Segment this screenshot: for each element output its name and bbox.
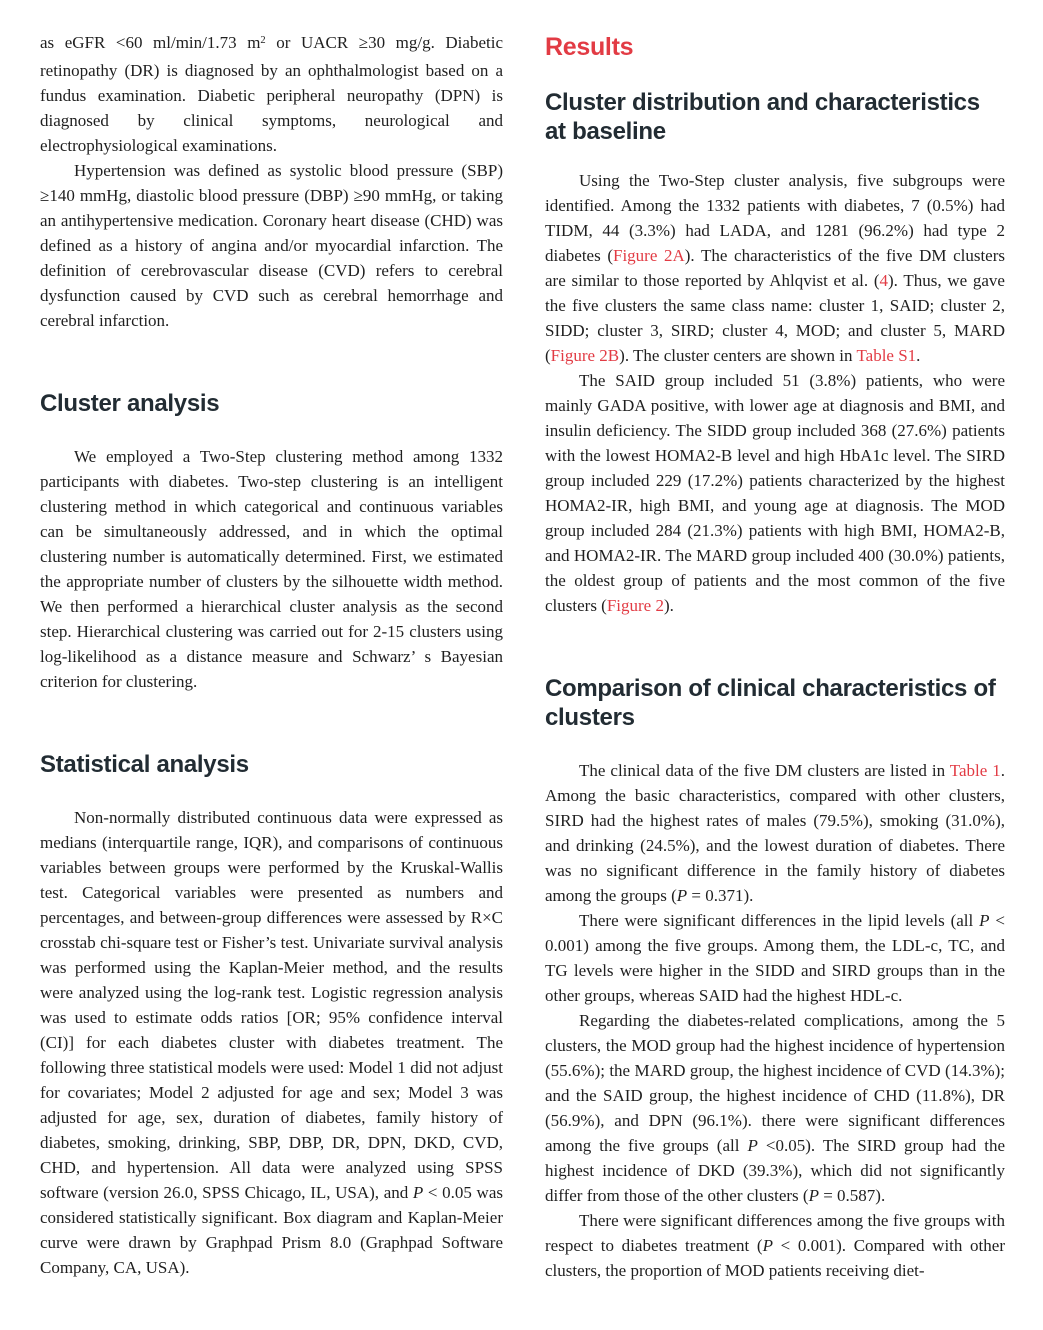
paragraph-cluster-analysis	[40, 444, 503, 694]
text-run: There were significant differences among the five groups with respect to diabetes treatment (	[545, 1211, 1005, 1255]
text-run: ). The characteristics of the five DM clusters are similar to those reported by Ahlqvist et al. (	[545, 246, 1006, 290]
text-run: We employed a Two-Step clustering method among 1332 participants with diabetes. Two-step clustering is an intelligent clustering method in which categorical and continuous variables can be simultaneously addressed, and in which the optimal clustering number is automatically determined. First, we estimated the appropriate number of clusters by the silhouette width method. We then performed a hierarchical cluster analysis as the second step. Hierarchical clustering was carried out for 2-15 clusters using log-likelihood as a distance measure and Schwarz’ s Bayesian criterion for clustering.	[40, 447, 503, 691]
reference-link[interactable]: Figure 2A	[612, 246, 685, 265]
paragraph-dkd-definitions-continued	[40, 30, 503, 158]
text-run: ). Thus, we gave the five clusters the same class name: cluster 1, SAID; cluster 2, SIDD; cluster 3, SIRD; cluster 4, MOD; and cluster 5, MARD (	[545, 271, 1005, 365]
text-run: P	[747, 1136, 758, 1155]
reference-link[interactable]: 4	[879, 271, 888, 290]
heading-cluster-analysis: Cluster analysis	[40, 390, 220, 417]
heading-comparison-clusters: Comparison of clinical characteristics of clusters	[545, 675, 996, 731]
text-run: or UACR ≥30 mg/g. Diabetic retinopathy (DR) is diagnosed by an ophthalmologist based on a fundus examination. Diabetic peripheral neuropathy (DPN) is diagnosed by clinical symptoms, neurological and electrophysiological examinations.	[40, 33, 503, 155]
paragraph-clinical-data	[545, 758, 1005, 908]
text-run: Non-normally distributed continuous data were expressed as medians (interquartile range, IQR), and comparisons of continuous variables between groups were performed by the Kruskal-Wallis test. Categorical variables were presented as numbers and percentages, and between-group differences were assessed by R×C crosstab chi-square test or Fisher’s test. Univariate survival analysis was performed using the Kaplan-Meier method, and the results were analyzed using the log-rank test. Logistic regression analysis was used to estimate odds ratios [OR; 95% confidence interval (CI)] for each diabetes cluster with diabetes treatment. The following three statistical models were used: Model 1 did not adjust for covariates; Model 2 adjusted for age and sex; Model 3 was adjusted for age, sex, duration of diabetes, family history of diabetes, smoking, drinking, SBP, DBP, DR, DPN, DKD, CVD, CHD, and hypertension. All data were analyzed using SPSS software (version 26.0, SPSS Chicago, IL, USA), and	[40, 808, 503, 1202]
left-column	[40, 30, 503, 1283]
paragraph-complications	[545, 1008, 1005, 1208]
text-run: < 0.001) among the five groups. Among them, the LDL-c, TC, and TG levels were higher in the SIDD and SIRD groups than in the other groups, whereas SAID had the highest HDL-c.	[545, 911, 1005, 1005]
text-run: Hypertension was defined as systolic blood pressure (SBP) ≥140 mmHg, diastolic blood pressure (DBP) ≥90 mmHg, or taking an antihypertensive medication. Coronary heart disease (CHD) was defined as a history of angina and/or myocardial infarction. The definition of cerebrovascular disease (CVD) refers to cerebral dysfunction caused by CVD such as cerebral hemorrhage and cerebral infarction.	[40, 161, 503, 330]
reference-link[interactable]: Table 1	[949, 761, 1001, 780]
text-run: ).	[663, 596, 674, 615]
text-run: There were significant differences in the lipid levels (all	[579, 911, 980, 930]
text-run: ). The cluster centers are shown in	[619, 346, 857, 365]
text-run: P	[676, 886, 688, 905]
paragraph-statistical-analysis	[40, 805, 503, 1280]
heading-results: Results	[545, 33, 634, 61]
text-run: P	[412, 1183, 424, 1202]
text-run: as eGFR <60 ml/min/1.73 m	[40, 33, 261, 52]
text-run: < 0.001). Compared with other clusters, the proportion of MOD patients receiving diet-	[545, 1236, 1005, 1280]
right-column	[545, 30, 1005, 1283]
text-run: <0.05). The SIRD group had the highest incidence of DKD (39.3%), which did not significantly differ from those of the other clusters (	[545, 1136, 1006, 1205]
superscript-text: 2	[260, 35, 266, 47]
text-run: Regarding the diabetes-related complications, among the 5 clusters, the MOD group had the highest incidence of hypertension (55.6%); the MARD group, the highest incidence of CVD (14.3%); and the SAID group, the highest incidence of CHD (11.8%), DR (56.9%), and DPN (96.1%). there were significant differences among the five groups (all	[545, 1011, 1005, 1155]
heading-cluster-distribution: Cluster distribution and characteristics at baseline	[545, 89, 980, 145]
text-run: . Among the basic characteristics, compared with other clusters, SIRD had the highest rates of males (79.5%), smoking (31.0%), and drinking (24.5%), and the lowest duration of diabetes. There was no significant difference in the family history of diabetes among the groups (	[545, 761, 1006, 905]
text-run: = 0.371).	[687, 886, 754, 905]
paragraph-lipid-levels	[545, 908, 1005, 1008]
text-run: P	[808, 1186, 819, 1205]
text-run: = 0.587).	[818, 1186, 886, 1205]
paragraph-cluster-groups	[545, 368, 1005, 618]
reference-link[interactable]: Figure 2B	[550, 346, 620, 365]
paragraph-hypertension-definitions	[40, 158, 503, 333]
text-run: P	[762, 1236, 773, 1255]
paragraph-cluster-identification	[545, 168, 1005, 368]
heading-statistical-analysis: Statistical analysis	[40, 751, 249, 778]
paragraph-treatment-differences	[545, 1208, 1005, 1283]
reference-link[interactable]: Table S1	[856, 346, 917, 365]
text-run: .	[916, 346, 921, 365]
reference-link[interactable]: Figure 2	[606, 596, 664, 615]
text-run: Using the Two-Step cluster analysis, five subgroups were identified. Among the 1332 patients with diabetes, 7 (0.5%) had TIDM, 44 (3.3%) had LADA, and 1281 (96.2%) had type 2 diabetes (	[545, 171, 1005, 265]
text-run: The SAID group included 51 (3.8%) patients, who were mainly GADA positive, with lower age at diagnosis and BMI, and insulin deficiency. The SIDD group included 368 (27.6%) patients with the lowest HOMA2-B level and high HbA1c level. The SIRD group included 229 (17.2%) patients characterized by the highest HOMA2-IR, high BMI, and young age at diagnosis. The MOD group included 284 (21.3%) patients with high BMI, HOMA2-B, and HOMA2-IR. The MARD group included 400 (30.0%) patients, the oldest group of patients and the most common of the five clusters (	[545, 371, 1005, 615]
text-run: P	[979, 911, 990, 930]
text-run: < 0.05 was considered statistically significant. Box diagram and Kaplan-Meier curve were drawn by Graphpad Prism 8.0 (Graphpad Software Company, CA, USA).	[40, 1183, 503, 1277]
text-run: The clinical data of the five DM clusters are listed in	[579, 761, 950, 780]
